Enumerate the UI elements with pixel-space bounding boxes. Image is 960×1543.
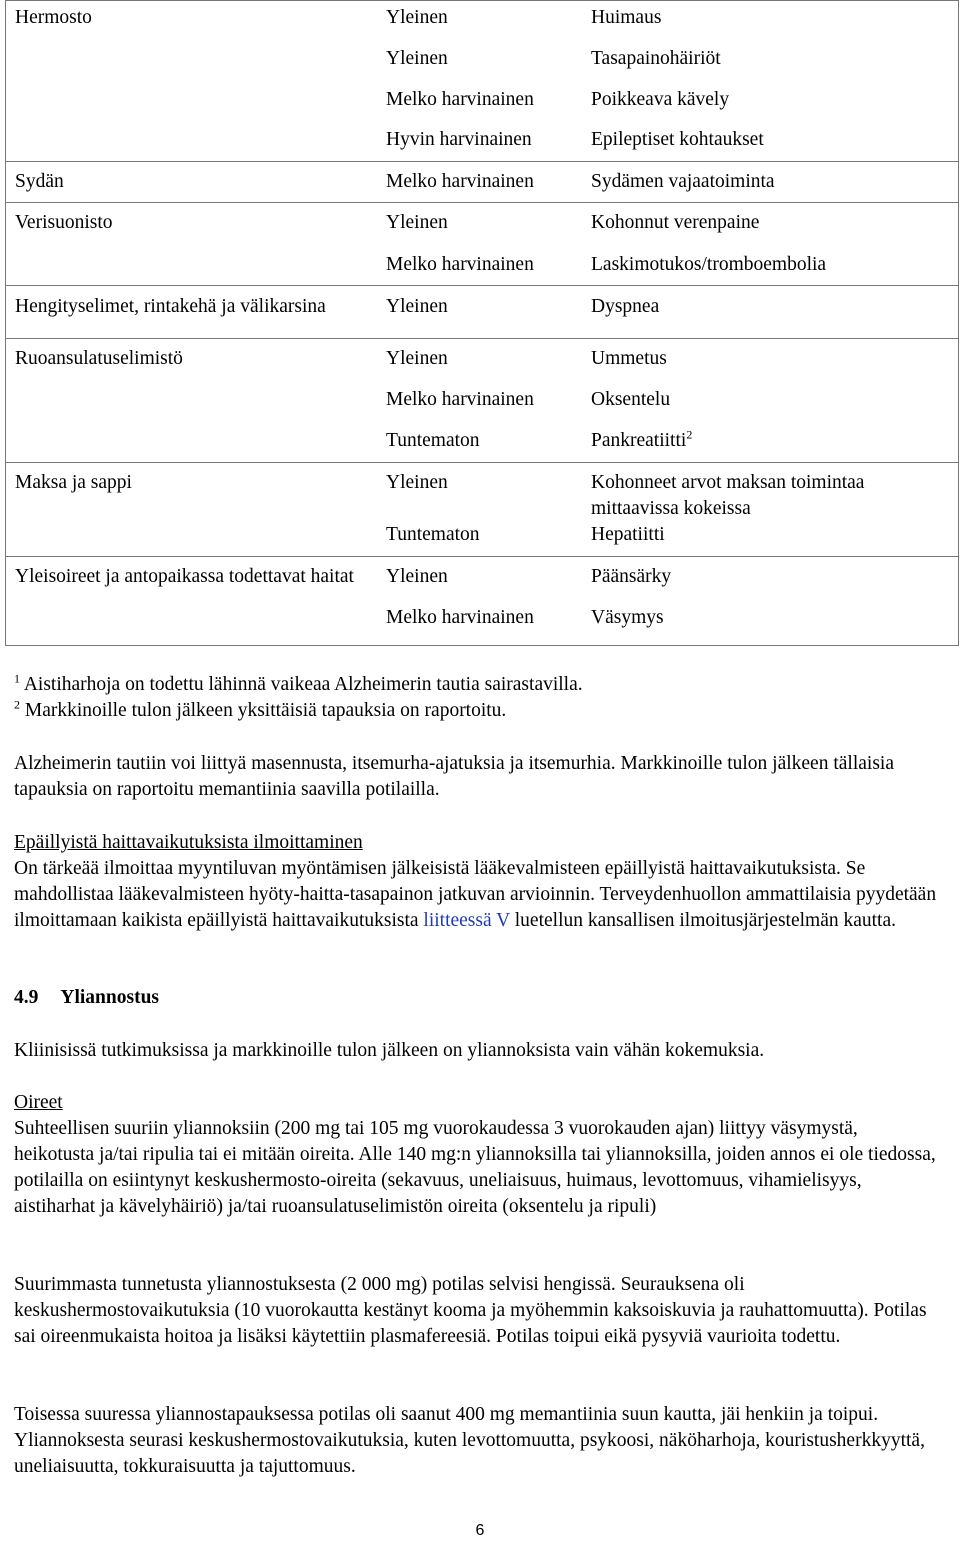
frequency-cell: Hyvin harvinainen [386,129,532,150]
annex-link[interactable]: liitteessä V [423,910,510,931]
frequency-cell: Yleinen [386,566,448,587]
row-divider [6,338,958,339]
reporting-heading: Epäillyistä haittavaikutuksista ilmoittaminen [14,832,363,853]
frequency-cell: Melko harvinainen [386,171,534,192]
row-divider [6,202,958,203]
effect-cell: Epileptiset kohtaukset [591,129,764,150]
row-divider [6,161,958,162]
effect-cell: Päänsärky [591,566,672,587]
adverse-reactions-table [5,0,959,646]
effect-cell: Kohonnut verenpaine [591,212,760,233]
symptoms-heading: Oireet [14,1092,63,1113]
frequency-cell: Yleinen [386,348,448,369]
frequency-cell: Yleinen [386,7,448,28]
table-row-organ: Yleisoireet ja antopaikassa todettavat haitat [15,566,354,587]
frequency-cell: Yleinen [386,472,448,493]
effect-cell: Kohonneet arvot maksan toimintaa mittaavissa kokeissa [591,472,865,519]
effect-cell: Hepatiitti [591,524,665,545]
table-row-organ: Ruoansulatuselimistö [15,348,183,369]
table-row-organ: Hermosto [15,7,92,28]
frequency-cell: Tuntematon [386,430,480,451]
effect-cell: Poikkeava kävely [591,89,730,110]
reporting-body-end: luetellun kansallisen ilmoitusjärjestelmän kautta. [514,910,897,931]
effect-cell: Huimaus [591,7,662,28]
frequency-cell: Melko harvinainen [386,89,534,110]
table-row-organ: Sydän [15,171,64,192]
footnote [14,698,939,724]
paragraph-second-overdose: Toisessa suuressa yliannostapauksessa potilas oli saanut 400 mg memantiinia suun kautta, jäi henkiin ja toipui. Yliannoksesta seurasi keskushermostovaikutuksia, kuten levottomuutta, psykoosi, näköharhoja, kouristusherkkyyttä, uneliaisuutta, tokkuraisuutta ja tajuttomuus. [14,1404,925,1477]
table-border-top [6,0,958,1]
section-number: 4.9 [14,987,39,1008]
effect-cell: Sydämen vajaatoiminta [591,171,775,192]
table-row-organ: Verisuonisto [15,212,113,233]
frequency-cell: Melko harvinainen [386,254,534,275]
row-divider [6,556,958,557]
paragraph-experience: Kliinisissä tutkimuksissa ja markkinoille tulon jälkeen on yliannoksista vain vähän kokemuksia. [14,1040,765,1061]
page-number: 6 [475,1522,485,1539]
frequency-cell: Yleinen [386,296,448,317]
frequency-cell: Melko harvinainen [386,607,534,628]
effect-text: Pankreatiitti [591,430,687,451]
row-divider [6,462,958,463]
effect-cell: Dyspnea [591,296,660,317]
frequency-cell: Melko harvinainen [386,389,534,410]
section-heading [14,985,939,1011]
row-divider [6,285,958,286]
frequency-cell: Yleinen [386,212,448,233]
footnote-ref: 2 [686,427,693,442]
effect-cell: Tasapainohäiriöt [591,48,721,69]
table-row-organ: Maksa ja sappi [15,472,132,493]
footnote [14,672,939,698]
effect-cell [591,428,692,454]
reporting-section [14,830,939,934]
paragraph-largest-overdose: Suurimmasta tunnetusta yliannostuksesta (2 000 mg) potilas selvisi hengissä. Seurauksena oli keskushermostovaikutuksia (10 vuorokautta kestänyt kooma ja myöhemmin kaksoiskuvia ja rauhattomuutta). Potilas sai oireenmukaista hoitoa ja lisäksi käytettiin plasmafereesiä. Potilas toipui eikä pysyviä vaurioita todettu. [14,1274,927,1347]
footnote-text: Aistiharhoja on todettu lähinnä vaikeaa Alzheimerin tautia sairastavilla. [23,674,583,695]
paragraph-alzheimer: Alzheimerin tautiin voi liittyä masennusta, itsemurha-ajatuksia ja itsemurhia. Markkinoille tulon jälkeen tällaisia tapauksia on raportoitu memantiinia saavilla potilailla. [14,753,894,800]
effect-cell: Oksentelu [591,389,671,410]
effect-cell: Laskimotukos/tromboembolia [591,254,827,275]
footnote-mark: 1 [14,671,20,686]
footnote-text: Markkinoille tulon jälkeen yksittäisiä tapauksia on raportoitu. [24,700,507,721]
frequency-cell: Tuntematon [386,524,480,545]
footnote-mark: 2 [14,697,20,712]
symptoms-section [14,1090,939,1220]
reporting-body: On tärkeää ilmoittaa myyntiluvan myöntämisen jälkeisistä lääkevalmisteen epäillyistä haittavaikutuksista. Se mahdollistaa lääkevalmisteen hyöty-haitta-tasapainon jatkuvan arvioinnin. Terveydenhuollon ammattilaisia pyydetään ilmoittamaan kaikista epäillyistä haittavaikutuksista [14,858,937,931]
effect-cell: Väsymys [591,607,664,628]
section-title: Yliannostus [60,987,159,1008]
frequency-cell: Yleinen [386,48,448,69]
symptoms-body: Suhteellisen suuriin yliannoksiin (200 mg tai 105 mg vuorokaudessa 3 vuorokauden ajan) liittyy väsymystä, heikotusta ja/tai ripulia tai ei mitään oireita. Alle 140 mg:n yliannoksilla tai yliannoksilla, joiden annos ei ole tiedossa, potilailla on esiintynyt keskushermosto-oireita (sekavuus, uneliaisuus, huimaus, levottomuus, vihamielisyys, aistiharhat ja kävelyhäiriö) ja/tai ruoansulatuselimistön oireita (oksentelu ja ripuli) [14,1118,936,1217]
effect-cell: Ummetus [591,348,667,369]
table-row-organ: Hengityselimet, rintakehä ja välikarsina [15,296,326,317]
